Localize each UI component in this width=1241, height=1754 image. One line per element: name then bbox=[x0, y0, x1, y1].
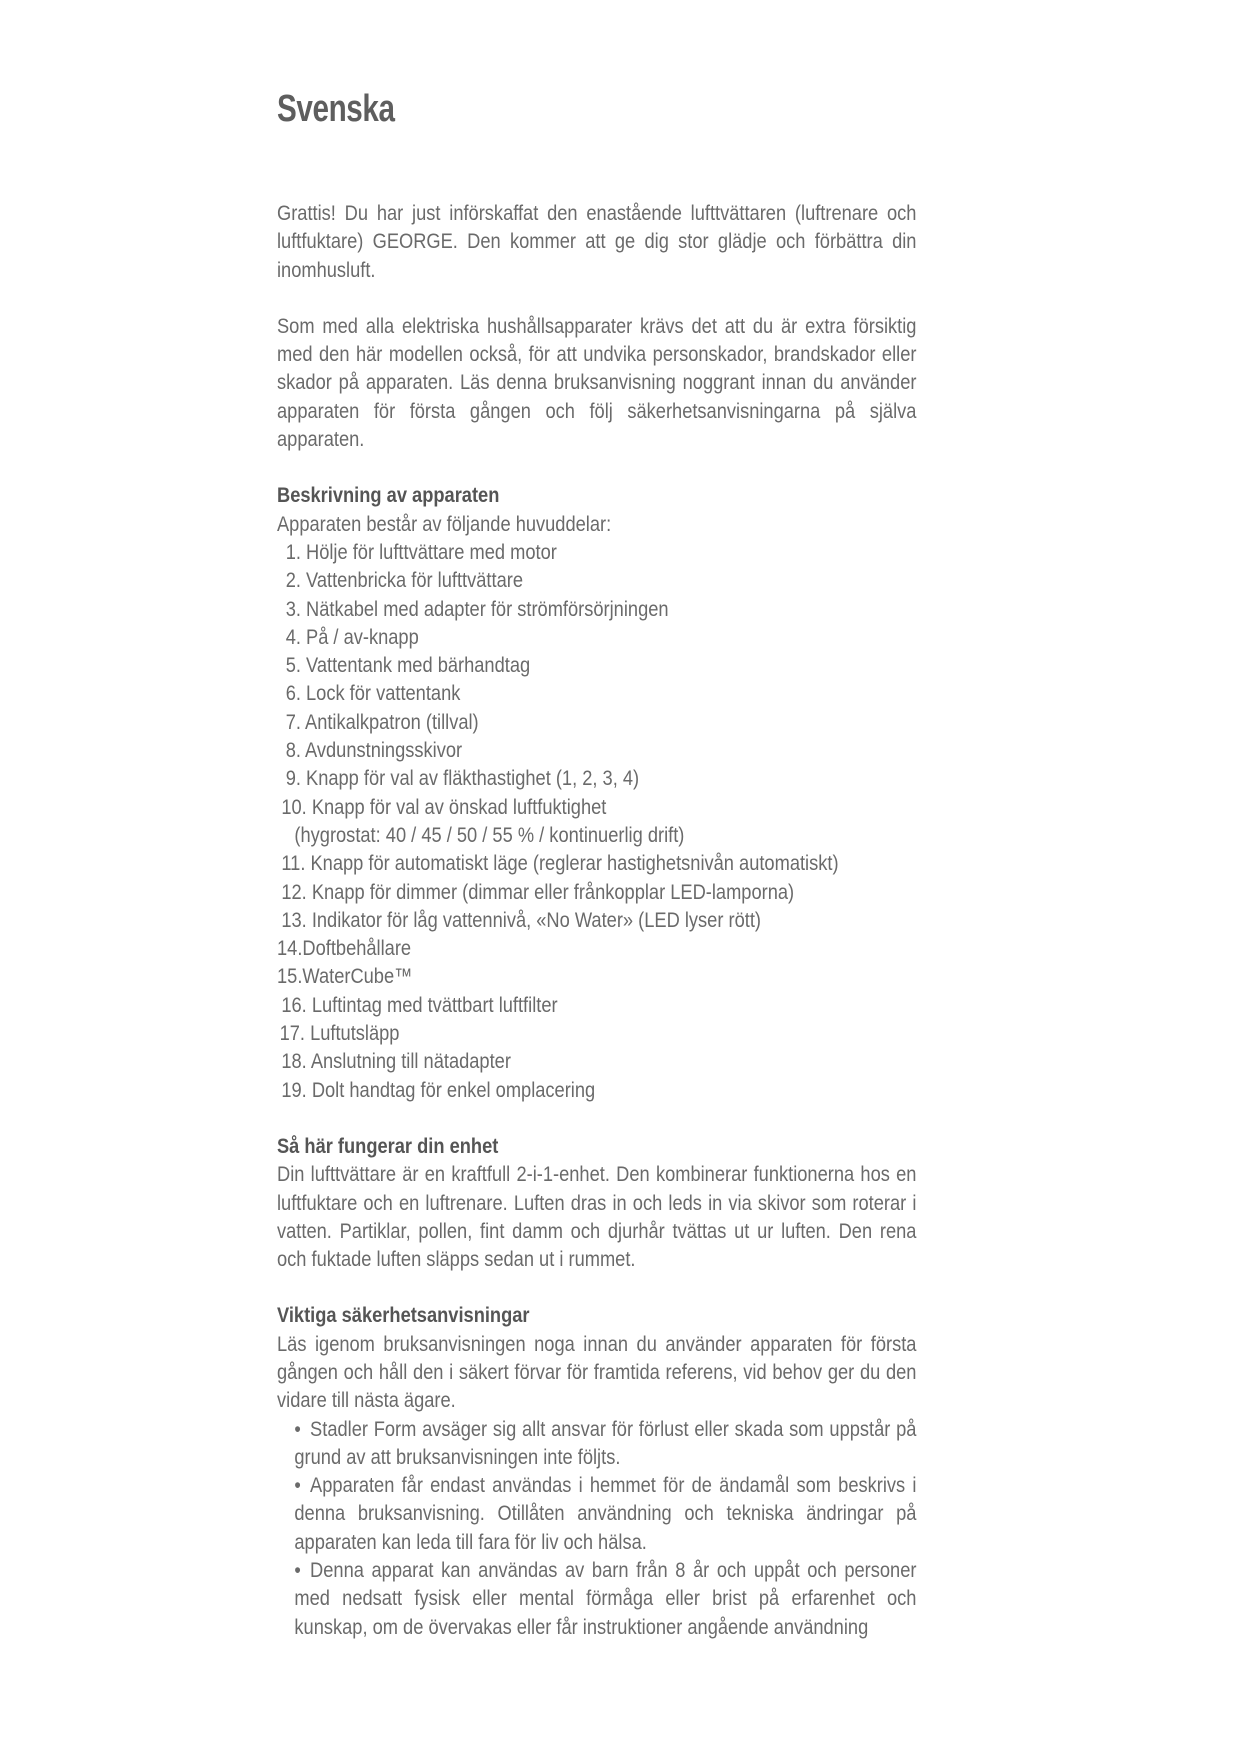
function-text: Din lufttvättare är en kraftfull 2-i-1-enhet. Den kombinerar funktionerna hos en luftfuktare och en luftrenare. Luften dras in och leds in via skivor som roterar i vatten. Partiklar, pollen, fint damm och djurhår tvättas ut ur luften. Den rena och fuktade luften släpps sedan ut i rummet. bbox=[277, 1163, 917, 1272]
list-item: 17. Luftutsläpp bbox=[279, 1022, 400, 1046]
list-item: 16. Luftintag med tvättbart luftfilter bbox=[281, 993, 558, 1017]
list-item: 12. Knapp för dimmer (dimmar eller frånkopplar LED-lamporna) bbox=[281, 880, 795, 904]
list-item: 6. Lock för vattentank bbox=[285, 682, 461, 706]
intro-paragraph-2: Som med alla elektriska hushållsapparater krävs det att du är extra försiktig med den här modellen också, för att undvika personskador, brandskador eller skador på apparaten. Läs denna bruksanvisning noggrant innan du använder apparaten för första gången och följ säkerhetsanvisningarna på själva apparaten. bbox=[277, 314, 917, 452]
parts-list bbox=[277, 539, 916, 1105]
list-item: 15.WaterCube™ bbox=[277, 965, 413, 989]
bullet-text: Apparaten får endast användas i hemmet för de ändamål som beskrivs i denna bruksanvisning. Otillåten användning och tekniska ändringar på apparaten kan leda till fara för liv och hälsa. bbox=[294, 1474, 917, 1554]
bullet-icon: • bbox=[294, 1417, 301, 1441]
list-item: 9. Knapp för val av fläkthastighet (1, 2, 3, 4) bbox=[285, 767, 640, 791]
safety-text: Läs igenom bruksanvisningen noga innan du använder apparaten för första gången och håll den i säkert förvar för framtida referens, vid behov ger du den vidare till nästa ägare. bbox=[277, 1332, 917, 1413]
list-item: 1. Hölje för lufttvättare med motor bbox=[285, 540, 557, 564]
bullet-text: Stadler Form avsäger sig allt ansvar för förlust eller skada som uppstår på grund av att bruksanvisningen inte följts. bbox=[294, 1417, 917, 1469]
list-item bbox=[294, 1472, 916, 1557]
list-item: 7. Antikalkpatron (tillval) bbox=[285, 710, 479, 734]
description-lead: Apparaten består av följande huvuddelar: bbox=[277, 512, 612, 536]
list-item bbox=[294, 1416, 916, 1473]
page-content bbox=[277, 200, 916, 1642]
list-item-continuation: (hygrostat: 40 / 45 / 50 / 55 % / kontinuerlig drift) bbox=[294, 823, 685, 847]
list-item: 13. Indikator för låg vattennivå, «No Water» (LED lyser rött) bbox=[281, 908, 761, 932]
description-section bbox=[277, 482, 916, 1105]
function-heading: Så här fungerar din enhet bbox=[277, 1134, 499, 1158]
bullet-icon: • bbox=[294, 1474, 301, 1498]
description-heading: Beskrivning av apparaten bbox=[277, 484, 500, 508]
list-item: 18. Anslutning till nätadapter bbox=[281, 1050, 511, 1074]
intro-paragraph-1: Grattis! Du har just införskaffat den enastående lufttvättaren (luftrenare och luftfuktare) GEORGE. Den kommer att ge dig stor glädje och förbättra din inomhusluft. bbox=[277, 202, 917, 282]
list-item: 10. Knapp för val av önskad luftfuktighet bbox=[281, 795, 607, 819]
list-item: 11. Knapp för automatiskt läge (reglerar hastighetsnivån automatiskt) bbox=[281, 852, 839, 876]
list-item: 19. Dolt handtag för enkel omplacering bbox=[281, 1078, 596, 1102]
list-item: 14.Doftbehållare bbox=[277, 937, 412, 961]
safety-heading: Viktiga säkerhetsanvisningar bbox=[277, 1304, 530, 1328]
list-item: 3. Nätkabel med adapter för strömförsörjningen bbox=[285, 597, 669, 621]
safety-section bbox=[277, 1302, 916, 1642]
list-item: 5. Vattentank med bärhandtag bbox=[285, 654, 531, 678]
list-item: 4. På / av-knapp bbox=[285, 625, 419, 649]
list-item: 2. Vattenbricka för lufttvättare bbox=[285, 569, 523, 593]
function-section bbox=[277, 1133, 916, 1274]
list-item bbox=[294, 1557, 916, 1642]
bullet-text: Denna apparat kan användas av barn från 8 år och uppåt och personer med nedsatt fysisk eller mental förmåga eller brist på erfarenhet och kunskap, om de övervakas eller får instruktioner angående användning bbox=[294, 1559, 917, 1639]
safety-bullet-list bbox=[277, 1416, 916, 1642]
page-title: Svenska bbox=[277, 88, 395, 130]
bullet-icon: • bbox=[294, 1559, 301, 1583]
list-item: 8. Avdunstningsskivor bbox=[285, 739, 463, 763]
